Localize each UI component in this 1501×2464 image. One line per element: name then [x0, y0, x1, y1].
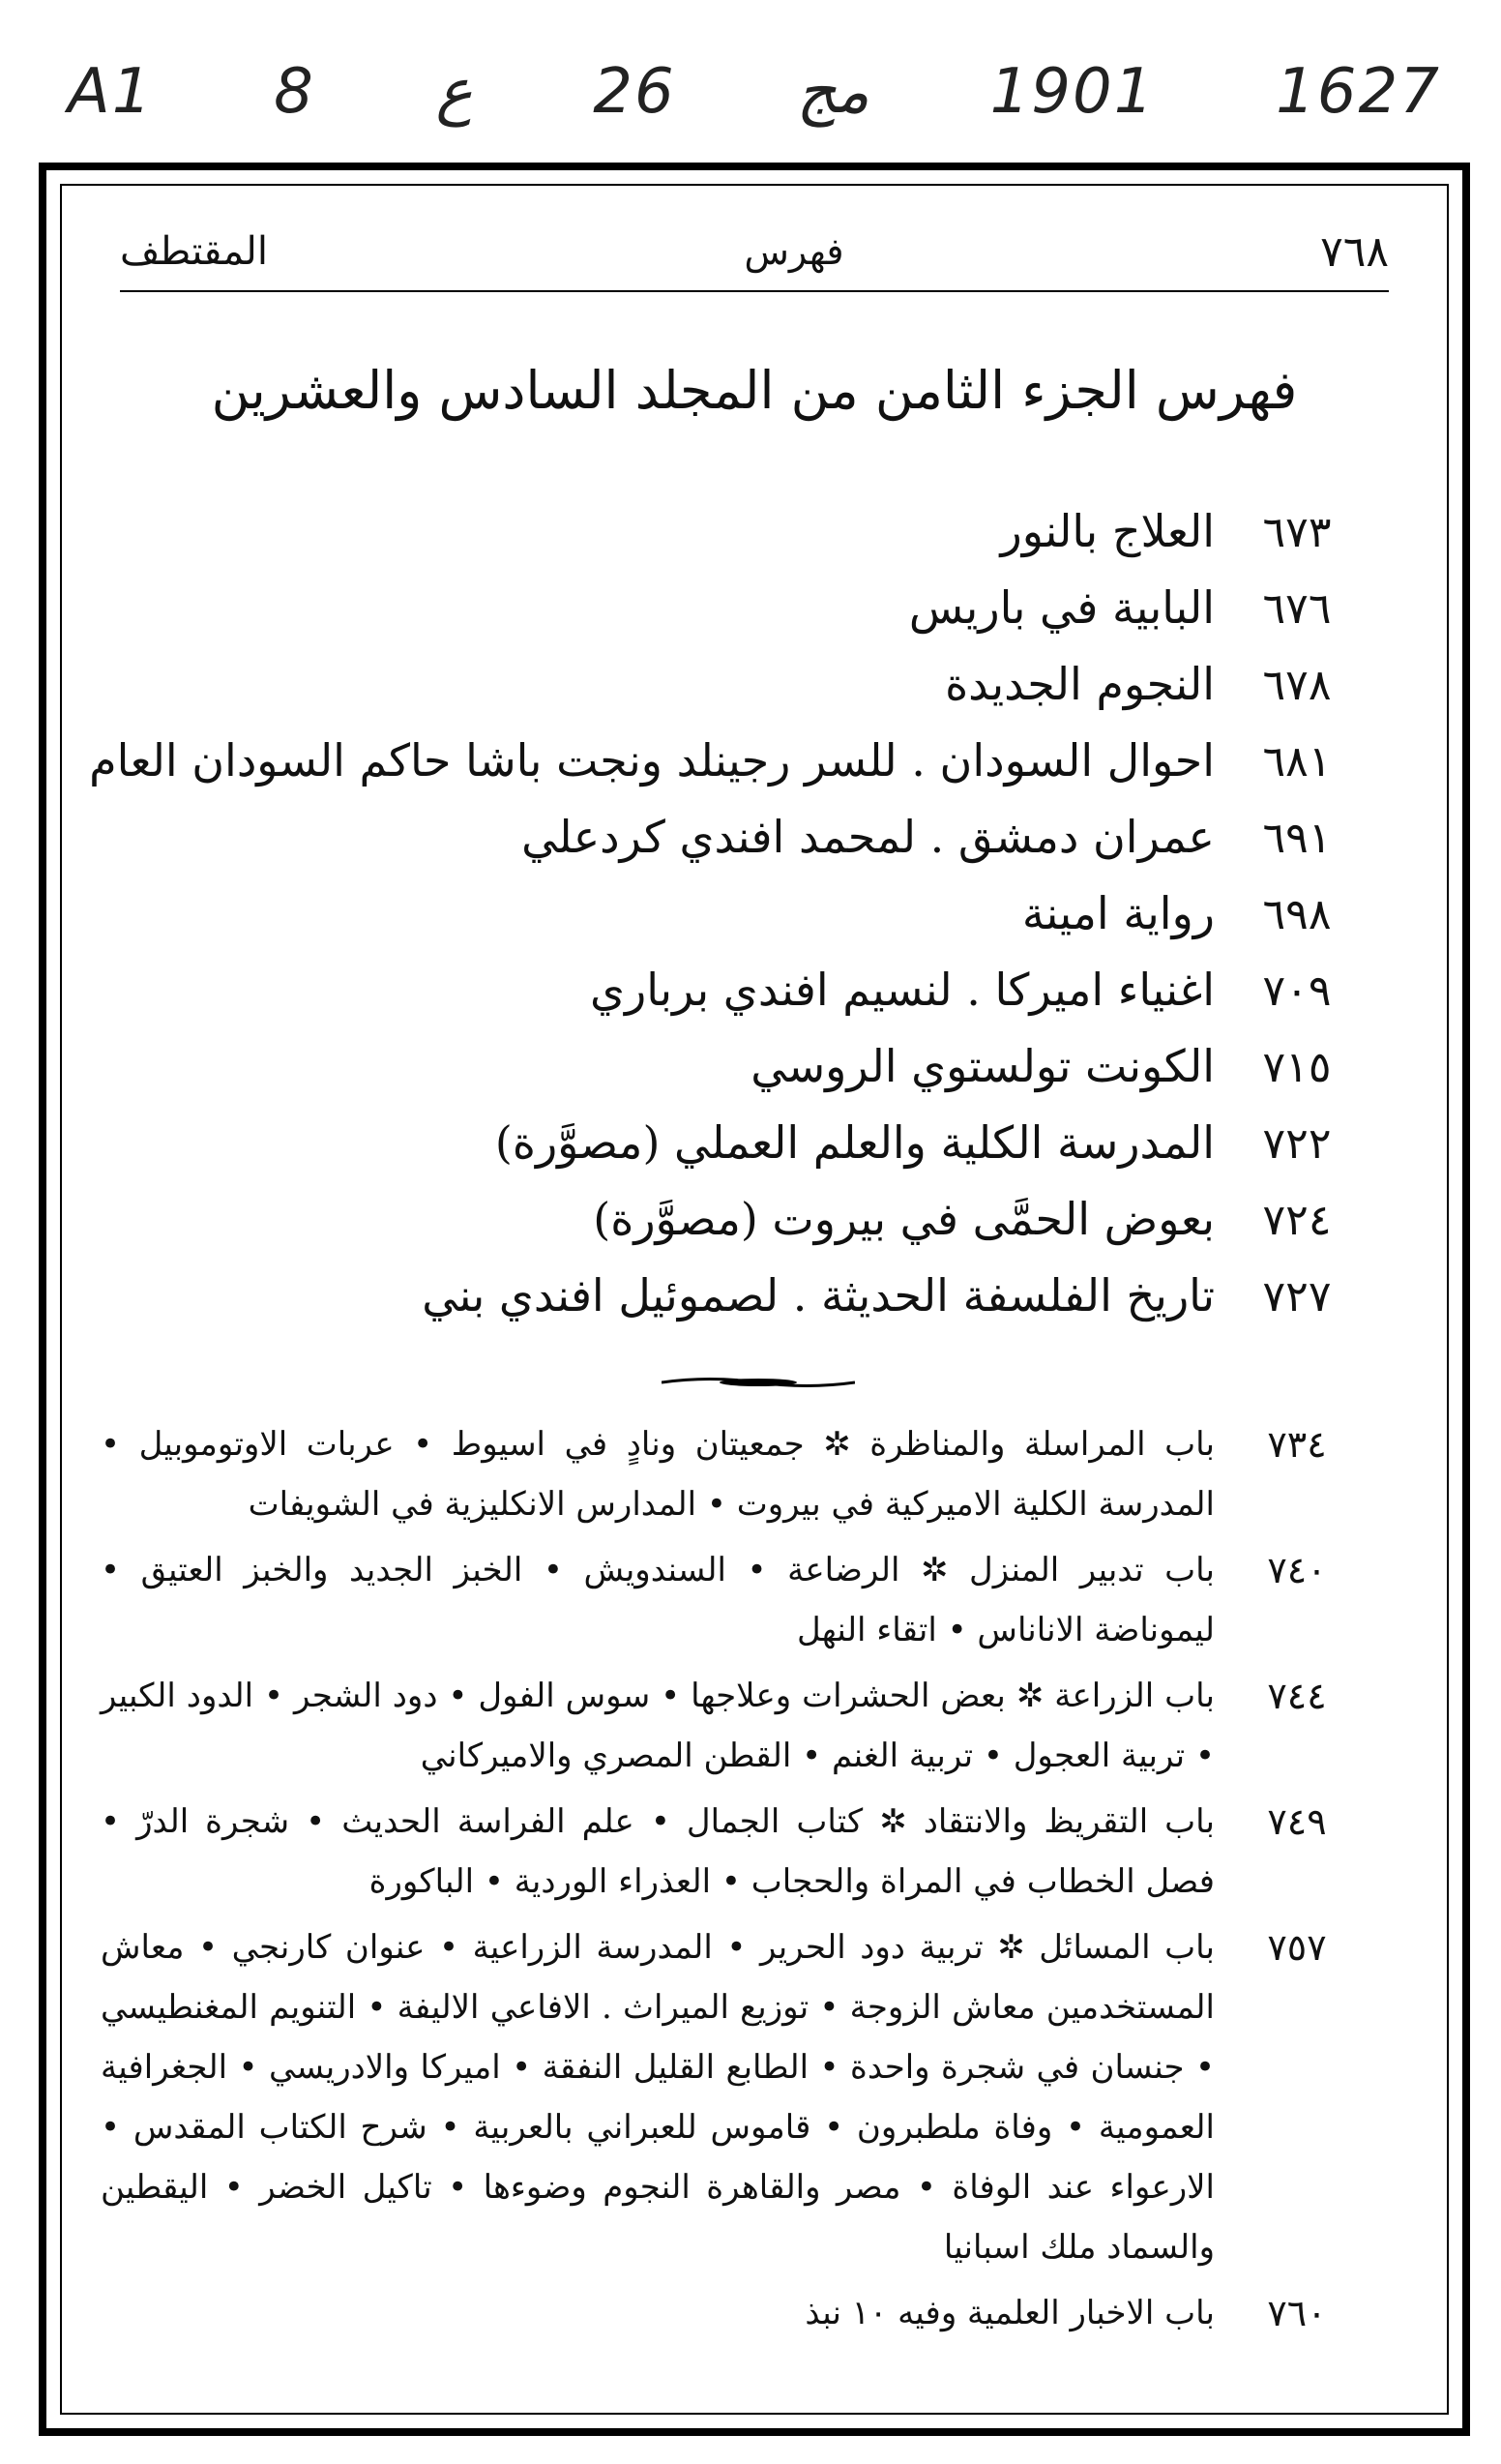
toc-entry: [120, 1116, 1379, 1193]
catalog-mark: 26: [593, 56, 676, 128]
entry-title: رواية امينة: [1021, 887, 1215, 939]
section-entry: [101, 1917, 1379, 2277]
entry-page-number: ٧٣٤: [1267, 1423, 1327, 1466]
entry-page-number: ٦٧٦: [1262, 584, 1332, 634]
catalog-mark: 8: [274, 56, 315, 128]
entry-page-number: ٧٥٧: [1267, 1926, 1327, 1969]
toc-entry: [120, 1269, 1379, 1346]
running-header: [120, 213, 1389, 292]
handwritten-catalog-line: [68, 39, 1441, 145]
catalog-mark: 1901: [989, 56, 1156, 128]
index-title: فهرس الجزء الثامن من المجلد السادس والعشرين: [211, 360, 1298, 421]
toc-entry: [120, 505, 1379, 581]
entry-title: عمران دمشق . لمحمد افندي كردعلي: [521, 811, 1215, 863]
entry-text: باب المسائل ✲ تربية دود الحرير • المدرسة الزراعية • عنوان كارنجي • معاش المستخدمين معاش الزوجة • توزيع الميراث . الافاعي الاليفة • التنويم المغنطيسي • جنسان في شجرة واحدة • الطابع القليل النفقة • اميركا والادريسي • الجغرافية العمومية • وفاة ملطبرون • قاموس للعبراني بالعربية • شرح الكتاب المقدس • الارعواء عند الوفاة • مصر والقاهرة النجوم وضوءها • تاكيل الخضر • اليقطين والسماد ملك اسبانيا: [101, 1928, 1215, 2267]
ornamental-divider: [662, 1376, 855, 1389]
section-entry: [101, 1792, 1379, 1912]
catalog-mark: 1627: [1276, 56, 1441, 128]
toc-entry: [120, 1040, 1379, 1116]
entry-page-number: ٦٧٣: [1262, 508, 1332, 557]
page-number: ٧٦٨: [1320, 226, 1389, 277]
entry-page-number: ٦٧٨: [1262, 661, 1332, 710]
entry-page-number: ٧١٥: [1262, 1043, 1332, 1092]
entry-page-number: ٦٨١: [1262, 737, 1332, 787]
entry-text: باب المراسلة والمناظرة ✲ جمعيتان ونادٍ في اسيوط • عربات الاوتوموبيل • المدرسة الكلية الاميركية في بيروت • المدارس الانكليزية في الشويفات: [101, 1425, 1215, 1524]
section-entry: [101, 1666, 1379, 1786]
section-entry: [101, 1540, 1379, 1660]
entry-text: باب تدبير المنزل ✲ الرضاعة • السندويش • الخبز الجديد والخبز العتيق • ليموناضة الاناناس • اتقاء النهل: [101, 1551, 1215, 1649]
toc-entry: [120, 1193, 1379, 1269]
section-entry: [101, 1414, 1379, 1534]
entry-title: المدرسة الكلية والعلم العملي (مصوَّرة): [494, 1116, 1215, 1169]
entry-page-number: ٧٦٠: [1267, 2292, 1327, 2334]
catalog-mark: مج: [796, 56, 869, 128]
toc-entry: [89, 734, 1379, 811]
entry-title: البابية في باريس: [908, 581, 1215, 634]
entry-page-number: ٦٩١: [1262, 814, 1332, 863]
main-contents-list: [89, 505, 1379, 1346]
toc-entry: [120, 658, 1379, 734]
toc-entry: [120, 964, 1379, 1040]
entry-title: بعوض الحمَّى في بيروت (مصوَّرة): [593, 1193, 1215, 1245]
entry-text: باب التقريظ والانتقاد ✲ كتاب الجمال • علم الفراسة الحديث • شجرة الدرّ • فصل الخطاب في المراة والحجاب • العذراء الوردية • الباكورة: [101, 1802, 1215, 1901]
toc-entry: [120, 811, 1379, 887]
entry-title: احوال السودان . للسر رجينلد ونجت باشا حاكم السودان العام: [89, 734, 1215, 787]
entry-page-number: ٧٤٠: [1267, 1549, 1327, 1591]
toc-entry: [120, 887, 1379, 964]
page-frame: [39, 163, 1470, 2436]
entry-page-number: ٧٢٢: [1262, 1119, 1332, 1169]
entry-title: اغنياء اميركا . لنسيم افندي برباري: [589, 964, 1215, 1016]
entry-page-number: ٧٢٧: [1262, 1272, 1332, 1321]
toc-entry: [120, 581, 1379, 658]
entry-page-number: ٦٩٨: [1262, 890, 1332, 939]
entry-title: الكونت تولستوي الروسي: [750, 1040, 1215, 1092]
section-label: فهرس: [744, 230, 844, 273]
departments-list: [101, 1414, 1379, 2349]
entry-title: النجوم الجديدة: [945, 658, 1215, 710]
entry-text: باب الزراعة ✲ بعض الحشرات وعلاجها • سوس الفول • دود الشجر • الدود الكبير • تربية العجول • تربية الغنم • القطن المصري والاميركاني: [101, 1677, 1215, 1775]
entry-page-number: ٧٤٤: [1267, 1675, 1327, 1717]
catalog-mark: ع: [435, 56, 473, 128]
inner-border: [60, 184, 1449, 2415]
entry-title: العلاج بالنور: [1000, 505, 1215, 557]
entry-title: تاريخ الفلسفة الحديثة . لصموئيل افندي بني: [422, 1269, 1215, 1321]
entry-page-number: ٧٢٤: [1262, 1196, 1332, 1245]
journal-name: المقتطف: [120, 229, 268, 274]
catalog-mark: A1: [68, 56, 154, 128]
entry-page-number: ٧٤٩: [1267, 1800, 1327, 1843]
entry-page-number: ٧٠٩: [1262, 966, 1332, 1016]
entry-text: باب الاخبار العلمية وفيه ١٠ نبذ: [805, 2294, 1215, 2332]
section-entry: [101, 2283, 1379, 2343]
